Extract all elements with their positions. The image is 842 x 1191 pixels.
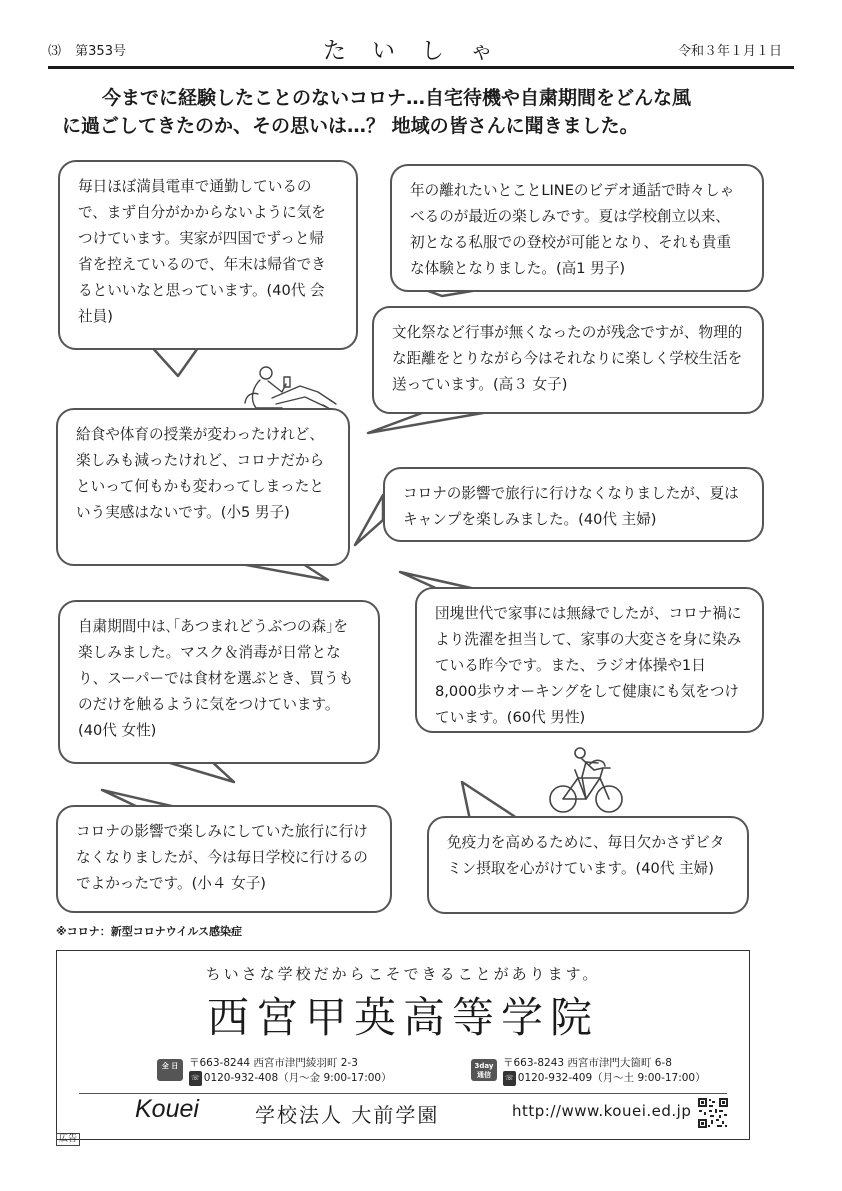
headline-line-1: 今までに経験したことのないコロナ…自宅待機や自粛期間をどんな風 <box>102 87 692 109</box>
ad-divider <box>79 1093 727 1094</box>
reading-person-illustration <box>245 367 336 409</box>
campus1-info <box>189 1056 392 1086</box>
phone-icon: ☏ <box>503 1071 516 1086</box>
advertisement-label: 広告 <box>56 1133 80 1146</box>
comment-bubble-4: 給食や体育の授業が変わったけれど、楽しみも減ったけれど、コロナだからといって何もかも変わってしまったという実感はないです。(小5 男子) <box>56 408 350 566</box>
cyclist-illustration <box>550 748 622 812</box>
issue-number: 第353号 <box>75 44 126 59</box>
phone-icon: ☏ <box>189 1071 202 1086</box>
campus1-address: 〒663-8244 西宮市津門綾羽町 2-3 <box>189 1057 358 1069</box>
campus2-address: 〒663-8243 西宮市津門大箇町 6-8 <box>503 1057 672 1069</box>
campus1-badge: 全 日 <box>157 1059 183 1081</box>
campus2-tel: 0120-932-409（月～土 9:00-17:00） <box>517 1072 706 1084</box>
comment-bubble-9: 免疫力を高めるために、毎日欠かさずビタミン摂取を心がけています。(40代 主婦) <box>427 816 749 914</box>
comment-bubble-7: 団塊世代で家事には無縁でしたが、コロナ禍により洗濯を担当して、家事の大変さを身に染みている昨今です。また、ラジオ体操や1日8,000歩ウオーキングをして健康にも気をつけています。(60代 男性) <box>415 587 764 733</box>
campus1-tel: 0120-932-408（月～金 9:00-17:00） <box>203 1072 392 1084</box>
ad-tagline: ちいさな学校だからこそできることがあります。 <box>205 965 601 983</box>
comment-bubble-8: コロナの影響で楽しみにしていた旅行に行けなくなりましたが、今は毎日学校に行けるのでよかったです。(小４ 女子) <box>56 805 392 913</box>
comment-bubble-6: 自粛期間中は､｢あつまれどうぶつの森｣を楽しみました。マスク＆消毒が日常となり、スーパーでは食材を選ぶとき、買うものだけを触るように気をつけています。(40代 女性) <box>58 600 380 764</box>
campus2-badge: 3day 通信 <box>471 1059 497 1081</box>
campus2-tel-row <box>503 1071 706 1086</box>
campus1-tel-row <box>189 1071 392 1086</box>
issue-date: 令和３年１月１日 <box>677 44 782 59</box>
school-url[interactable]: http://www.kouei.ed.jp <box>512 1102 692 1120</box>
qr-code-icon <box>697 1097 729 1129</box>
comment-bubble-3: 文化祭など行事が無くなったのが残念ですが、物理的な距離をとりながら今はそれなりに楽しく学校生活を送っています。(高３ 女子) <box>372 306 764 414</box>
campus2-info <box>503 1056 706 1086</box>
comment-bubble-1: 毎日ほぼ満員電車で通勤しているので、まず自分がかからないように気をつけています。実家が四国でずっと帰省を控えているので、年末は帰省できるといいなと思っています。(40代 会社員) <box>58 160 358 350</box>
comment-bubble-2: 年の離れたいとことLINEのビデオ通話で時々しゃべるのが最近の楽しみです。夏は学校創立以来、初となる私服での登校が可能となり、それも貴重な体験となりました。(高1 男子) <box>390 164 764 292</box>
school-advertisement <box>56 950 750 1140</box>
headline-line-2: に過ごしてきたのか、その思いは…？ 地域の皆さんに聞きました。 <box>62 115 639 137</box>
corporation-name: 学校法人 大前学園 <box>255 1103 440 1127</box>
footnote: ※コロナ：新型コロナウイルス感染症 <box>56 925 243 938</box>
newsletter-title: たいしゃ <box>323 38 519 64</box>
kouei-logo: Kouei <box>135 1095 199 1123</box>
page-number: ⑶ <box>48 44 62 59</box>
school-name: 西宮甲英高等学院 <box>206 993 599 1042</box>
comment-bubble-5: コロナの影響で旅行に行けなくなりましたが、夏はキャンプを楽しみました。(40代 主婦) <box>383 467 764 542</box>
